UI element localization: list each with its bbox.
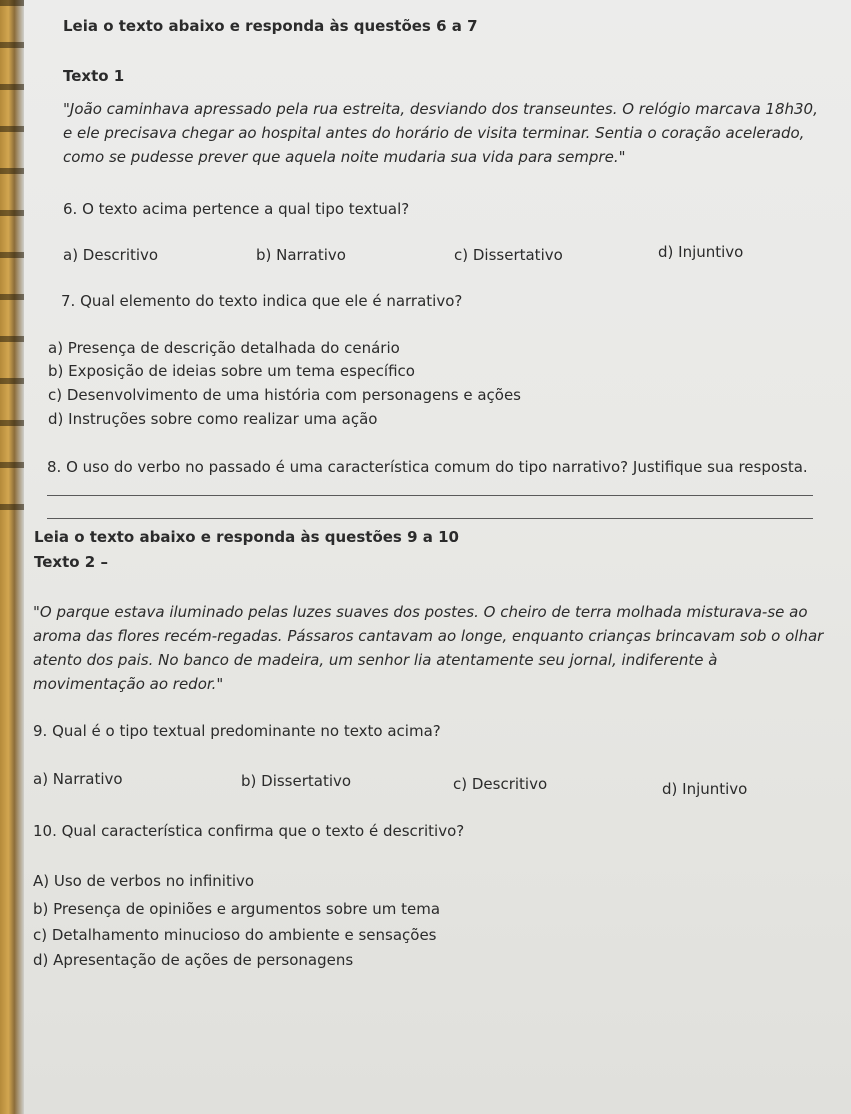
q6-option-c[interactable]: c) Dissertativo bbox=[454, 246, 563, 264]
q10-option-a[interactable]: A) Uso de verbos no infinitivo bbox=[33, 872, 255, 890]
q9-option-a[interactable]: a) Narrativo bbox=[33, 770, 123, 788]
q9-option-d[interactable]: d) Injuntivo bbox=[662, 780, 748, 798]
q9-option-c[interactable]: c) Descritivo bbox=[453, 775, 548, 793]
q6-option-b[interactable]: b) Narrativo bbox=[256, 246, 346, 264]
section2-instruction: Leia o texto abaixo e responda às questões 9 a 10 bbox=[34, 528, 459, 546]
text1-body: "João caminhava apressado pela rua estreita, desviando dos transeuntes. O relógio marcava 18h30, e ele precisava chegar ao hospital antes do horário de visita terminar. Sentia o coração acelerado, como se pudesse prever que aquela noite mudaria sua vida para sempre." bbox=[63, 100, 818, 166]
q6-option-d[interactable]: d) Injuntivo bbox=[658, 243, 744, 261]
q9-option-b[interactable]: b) Dissertativo bbox=[241, 772, 352, 790]
q7-option-b[interactable]: b) Exposição de ideias sobre um tema específico bbox=[48, 362, 415, 380]
text1-title: Texto 1 bbox=[63, 67, 125, 85]
text2-body: "O parque estava iluminado pelas luzes suaves dos postes. O cheiro de terra molhada misturava-se ao aroma das flores recém-regadas. Pássaros cantavam ao longe, enquanto crianças brincavam sob o olhar atento dos pais. No banco de madeira, um senhor lia atentamente seu jornal, indiferente à movimentação ao redor." bbox=[33, 603, 824, 693]
q9-question: 9. Qual é o tipo textual predominante no texto acima? bbox=[33, 722, 441, 740]
q10-option-b[interactable]: b) Presença de opiniões e argumentos sobre um tema bbox=[33, 900, 441, 918]
q7-option-a[interactable]: a) Presença de descrição detalhada do cenário bbox=[48, 339, 400, 357]
section1-instruction: Leia o texto abaixo e responda às questões 6 a 7 bbox=[63, 17, 478, 35]
q8-question: 8. O uso do verbo no passado é uma característica comum do tipo narrativo? Justifique sua resposta. bbox=[47, 458, 808, 476]
text2-title: Texto 2 – bbox=[34, 553, 108, 571]
q8-answer-line-1[interactable] bbox=[47, 495, 813, 496]
q10-option-d[interactable]: d) Apresentação de ações de personagens bbox=[33, 951, 354, 969]
q7-question: 7. Qual elemento do texto indica que ele é narrativo? bbox=[61, 292, 463, 310]
q7-option-d[interactable]: d) Instruções sobre como realizar uma ação bbox=[48, 410, 378, 428]
q6-question: 6. O texto acima pertence a qual tipo textual? bbox=[63, 200, 410, 218]
notebook-binding bbox=[0, 0, 24, 1114]
q6-option-a[interactable]: a) Descritivo bbox=[63, 246, 159, 264]
q8-answer-line-2[interactable] bbox=[47, 518, 813, 519]
q7-option-c[interactable]: c) Desenvolvimento de uma história com personagens e ações bbox=[48, 386, 521, 404]
q10-question: 10. Qual característica confirma que o texto é descritivo? bbox=[33, 822, 465, 840]
q10-option-c[interactable]: c) Detalhamento minucioso do ambiente e sensações bbox=[33, 926, 437, 944]
